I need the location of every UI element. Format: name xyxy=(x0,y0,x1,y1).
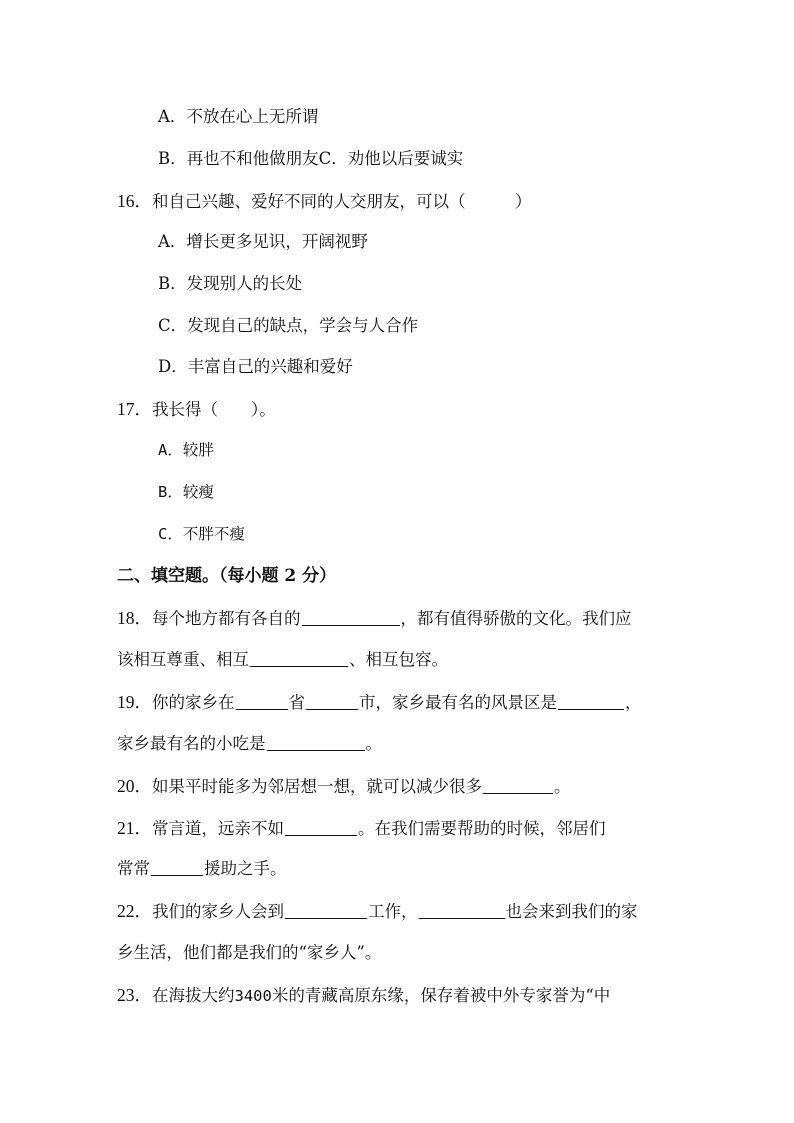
q19-text-2: 省 xyxy=(288,693,305,712)
q21-line1 xyxy=(0,813,794,843)
q20-text-2: 。 xyxy=(554,777,571,796)
q17-option-c: C．不胖不瘦 xyxy=(158,525,245,543)
q21-blank-1[interactable] xyxy=(285,834,357,836)
q22-text-3: 也会来到我们的家 xyxy=(505,902,638,921)
q22-line1 xyxy=(0,896,794,926)
section-heading: 二、填空题。（每小题 2 分） xyxy=(117,566,337,586)
q23-text-1: 在海拔大约 xyxy=(152,986,235,1005)
q22-line2: 乡生活，他们都是我们的“家乡人”。 xyxy=(117,943,382,962)
q16-option-c: C．发现自己的缺点，学会与人合作 xyxy=(158,316,419,335)
q23-number: 23． xyxy=(117,985,152,1005)
q21-line2 xyxy=(0,854,794,884)
q19-line1 xyxy=(0,687,794,717)
q17-text: 我长得（ ）。 xyxy=(152,400,276,419)
q19-blank-city[interactable] xyxy=(306,708,358,710)
q22-blank-2[interactable] xyxy=(419,917,505,919)
q23-line1 xyxy=(0,980,794,1010)
q18-blank-1[interactable] xyxy=(302,624,400,626)
q16-stem xyxy=(0,186,794,216)
q19-blank-scenic[interactable] xyxy=(558,708,624,710)
q21-text-4: 援助之手。 xyxy=(204,859,287,878)
q16-option-d: D．丰富自己的兴趣和爱好 xyxy=(158,357,353,376)
q19-number: 19． xyxy=(117,692,152,712)
q23-text-3: 米的青藏高原东缘，保存着被中外专家誉为“中 xyxy=(271,986,611,1005)
q18-text-1: 每个地方都有各自的 xyxy=(152,609,301,628)
q19-blank-province[interactable] xyxy=(236,708,288,710)
q18-line1 xyxy=(0,603,794,633)
q18-blank-2[interactable] xyxy=(250,665,348,667)
q21-number: 21． xyxy=(117,818,152,838)
q19-text-3: 市，家乡最有名的风景区是 xyxy=(359,693,557,712)
q22-blank-1[interactable] xyxy=(285,917,367,919)
q21-text-2: 。在我们需要帮助的时候，邻居们 xyxy=(358,819,606,838)
q21-text-1: 常言道，远亲不如 xyxy=(152,819,284,838)
q18-text-3: 该相互尊重、相互 xyxy=(117,650,249,669)
q16-text: 和自己兴趣、爱好不同的人交朋友，可以（ ） xyxy=(152,192,532,211)
q15-option-b-c: B．再也不和他做朋友C．劝他以后要诚实 xyxy=(158,149,464,168)
q19-line2 xyxy=(0,729,794,759)
q19-text-1: 你的家乡在 xyxy=(152,693,235,712)
q17-stem xyxy=(0,394,794,424)
q22-text-2: 工作， xyxy=(368,902,418,921)
q20-number: 20． xyxy=(117,776,152,796)
q16-number: 16． xyxy=(117,191,152,211)
q19-text-5: 家乡最有名的小吃是 xyxy=(117,734,266,753)
q16-option-b: B．发现别人的长处 xyxy=(158,274,303,293)
q16-option-a: A．增长更多见识，开阔视野 xyxy=(158,232,368,251)
q23-altitude: 3400 xyxy=(234,987,272,1005)
q18-text-2: ，都有值得骄傲的文化。我们应 xyxy=(400,609,632,628)
q21-blank-2[interactable] xyxy=(151,874,203,876)
q22-number: 22． xyxy=(117,901,152,921)
q19-text-6: 。 xyxy=(365,734,382,753)
q22-text-1: 我们的家乡人会到 xyxy=(152,902,284,921)
q21-text-3: 常常 xyxy=(117,859,150,878)
q19-blank-snack[interactable] xyxy=(267,749,365,751)
q15-option-a: A．不放在心上无所谓 xyxy=(158,107,319,126)
q17-number: 17． xyxy=(117,399,152,419)
q17-option-a: A．较胖 xyxy=(158,441,214,459)
q19-text-4: ， xyxy=(625,693,642,712)
q20-blank[interactable] xyxy=(483,792,553,794)
q20-line1 xyxy=(0,771,794,801)
q20-text-1: 如果平时能多为邻居想一想，就可以减少很多 xyxy=(152,777,482,796)
q17-option-b: B．较瘦 xyxy=(158,483,214,501)
q18-text-4: 、相互包容。 xyxy=(349,650,448,669)
q18-number: 18． xyxy=(117,608,152,628)
q18-line2 xyxy=(0,645,794,675)
